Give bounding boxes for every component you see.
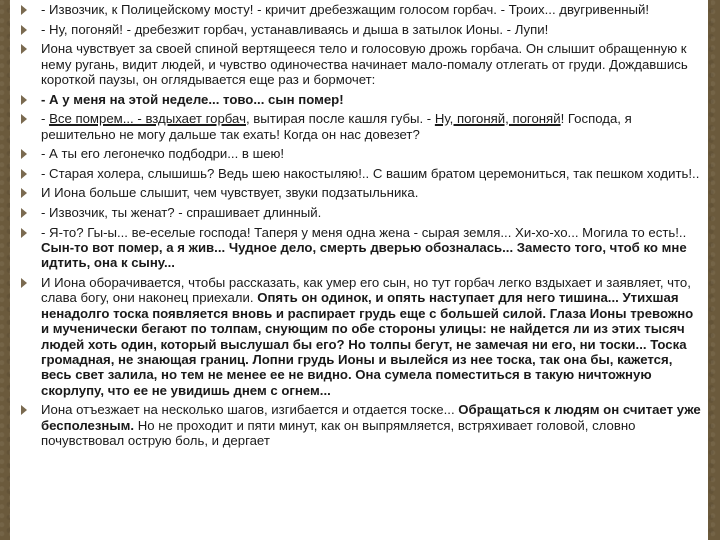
paragraph bbox=[10, 146, 708, 161]
paragraph bbox=[10, 41, 708, 87]
paragraph-text: Все помрем... - вздыхает горбач bbox=[49, 111, 246, 127]
arrow-bullet-icon bbox=[21, 405, 27, 415]
arrow-bullet-icon bbox=[21, 149, 27, 159]
paragraph-list bbox=[10, 2, 708, 449]
paragraph bbox=[10, 92, 708, 107]
arrow-bullet-icon bbox=[21, 278, 27, 288]
paragraph-text: - Извозчик, к Полицейскому мосту! - кричит дребезжащим голосом горбач. - Троих... двугривенный! bbox=[41, 2, 650, 17]
paragraph bbox=[10, 205, 708, 220]
paragraph-text: - bbox=[41, 111, 50, 127]
paragraph-text: - А у меня на этой неделе... тово... сын помер! bbox=[41, 91, 344, 107]
paragraph bbox=[10, 111, 708, 142]
page-frame-right bbox=[708, 0, 720, 540]
paragraph-text: И Иона оборачивается, чтобы рассказать, как умер его сын, но тут горбач легко вздыхает и заявляет, что, слава богу, они наконец приехали. bbox=[41, 274, 691, 306]
paragraph-text: Иона отъезжает на несколько шагов, изгибается и отдается тоске... bbox=[41, 402, 459, 418]
paragraph-text: - Извозчик, ты женат? - спрашивает длинный. bbox=[41, 204, 322, 220]
arrow-bullet-icon bbox=[21, 44, 27, 54]
paragraph-text: И Иона больше слышит, чем чувствует, звуки подзатыльника. bbox=[41, 185, 419, 201]
paragraph bbox=[10, 2, 708, 17]
paragraph-text: ! Господа, я решительно не могу дальше так ехать! Когда он нас довезет? bbox=[41, 111, 632, 142]
arrow-bullet-icon bbox=[21, 5, 27, 15]
paragraph-text: Сын-то вот помер, а я жив... Чудное дело, смерть дверью обозналась... Заместо того, чтоб ко мне идтить, она к сыну... bbox=[41, 239, 687, 271]
paragraph bbox=[10, 402, 708, 448]
paragraph bbox=[10, 275, 708, 398]
arrow-bullet-icon bbox=[21, 114, 27, 124]
arrow-bullet-icon bbox=[21, 188, 27, 198]
paragraph-text: - Ну, погоняй! - дребезжит горбач, устанавливаясь и дыша в затылок Ионы. - Лупи! bbox=[41, 21, 549, 37]
document-page bbox=[10, 0, 708, 540]
arrow-bullet-icon bbox=[21, 228, 27, 238]
paragraph bbox=[10, 225, 708, 271]
paragraph-text: Иона чувствует за своей спиной вертящееся тело и голосовую дрожь горбача. Он слышит обращенную к нему ругань, видит людей, и чувство одиночества начинает мало-помалу отлегать от груди. Дождавшись короткой паузы, он оглядывается еще раз и бормочет: bbox=[41, 41, 688, 87]
paragraph bbox=[10, 166, 708, 181]
arrow-bullet-icon bbox=[21, 169, 27, 179]
paragraph-text: Но не проходит и пяти минут, как он выпрямляется, встряхивает головой, словно почувствовал острую боль, и дергает bbox=[41, 417, 636, 449]
paragraph-text: Ну, погоняй, погоняй bbox=[434, 111, 561, 127]
paragraph-text: - А ты его легонечко подбодри... в шею! bbox=[41, 146, 285, 162]
paragraph bbox=[10, 185, 708, 200]
paragraph bbox=[10, 22, 708, 37]
paragraph-text: Опять он одинок, и опять наступает для него тишина... Утихшая ненадолго тоска появляется вновь и распирает грудь еще с большей силой. Глаза Ионы тревожно и мученически бегают по толпам, снующим по обе стороны улицы: не найдется ли из этих тысяч людей хоть один, который выслушал бы его? Но толпы бегут, не замечая ни его, ни тоски... Тоска громадная, не знающая границ. Лопни грудь Ионы и вылейся из нее тоска, так она бы, кажется, весь свет залила, но тем не менее ее не видно. Она сумела поместиться в такую ничтожную скорлупу, что ее не увидишь днем с огнем... bbox=[41, 290, 694, 398]
arrow-bullet-icon bbox=[21, 25, 27, 35]
arrow-bullet-icon bbox=[21, 208, 27, 218]
paragraph-text: Обращаться к людям он считает уже бесполезным. bbox=[41, 402, 701, 433]
paragraph-text: - Старая холера, слышишь? Ведь шею накостыляю!.. С вашим братом церемониться, так пешком ходить!.. bbox=[41, 165, 700, 181]
arrow-bullet-icon bbox=[21, 95, 27, 105]
paragraph-text: , вытирая после кашля губы. - bbox=[245, 111, 435, 127]
paragraph-text: - Я-то? Гы-ы... ве-еселые господа! Таперя у меня одна жена - сырая земля... Хи-хо-хо... Могила то есть!.. bbox=[41, 224, 687, 240]
